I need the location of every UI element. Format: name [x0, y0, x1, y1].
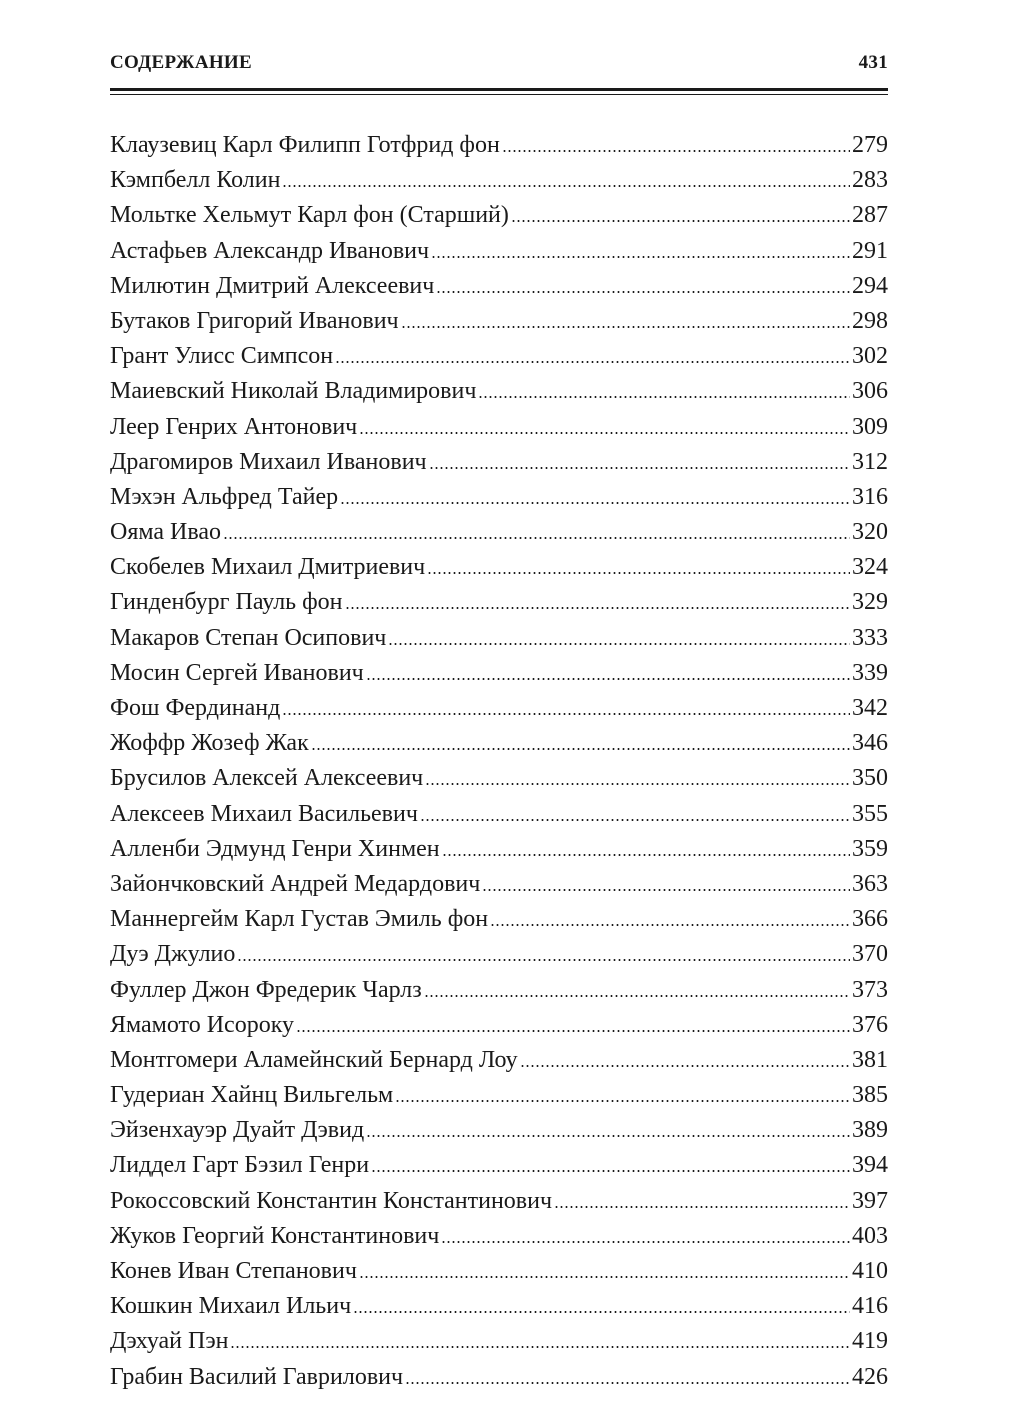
toc-leader-dots — [441, 1223, 850, 1243]
toc-entry-page: 316 — [852, 483, 888, 510]
toc-entry-name: Лиддел Гарт Бэзил Генри — [110, 1152, 370, 1179]
toc-leader-dots — [436, 273, 850, 293]
toc-leader-dots — [511, 202, 850, 222]
toc-leader-dots — [395, 1082, 850, 1102]
header-rule-thin — [110, 94, 888, 95]
toc-leader-dots — [490, 906, 850, 926]
toc-entry — [110, 1148, 888, 1183]
toc-entry-page: 370 — [852, 941, 888, 968]
toc-leader-dots — [425, 765, 850, 785]
toc-entry-name: Кэмпбелл Колин — [110, 167, 281, 194]
toc-entry — [110, 445, 888, 480]
toc-entry — [110, 656, 888, 691]
toc-entry — [110, 621, 888, 656]
toc-entry-name: Гудериан Хайнц Вильгельм — [110, 1082, 394, 1109]
toc-entry-page: 389 — [852, 1117, 888, 1144]
toc-entry-name: Маннергейм Карл Густав Эмиль фон — [110, 906, 489, 933]
toc-leader-dots — [345, 589, 850, 609]
table-of-contents — [110, 128, 888, 1395]
toc-entry — [110, 374, 888, 409]
toc-entry — [110, 937, 888, 972]
toc-entry-name: Гинденбург Пауль фон — [110, 589, 343, 616]
toc-entry — [110, 761, 888, 796]
toc-entry-name: Макаров Степан Осипович — [110, 624, 387, 651]
toc-entry — [110, 163, 888, 198]
toc-entry — [110, 1219, 888, 1254]
toc-entry-page: 339 — [852, 659, 888, 686]
toc-leader-dots — [223, 519, 850, 539]
toc-entry — [110, 1008, 888, 1043]
section-title: СОДЕРЖАНИЕ — [110, 52, 252, 73]
toc-entry-page: 385 — [852, 1082, 888, 1109]
toc-entry — [110, 304, 888, 339]
toc-entry-page: 381 — [852, 1046, 888, 1073]
page-number: 431 — [858, 52, 888, 73]
toc-leader-dots — [401, 308, 850, 328]
toc-entry-page: 376 — [852, 1011, 888, 1038]
toc-entry-name: Фуллер Джон Фредерик Чарлз — [110, 976, 422, 1003]
toc-entry-page: 291 — [852, 237, 888, 264]
toc-entry-name: Астафьев Александр Иванович — [110, 237, 430, 264]
toc-entry-name: Мосин Сергей Иванович — [110, 659, 364, 686]
toc-entry-page: 279 — [852, 132, 888, 158]
toc-entry-name: Алленби Эдмунд Генри Хинмен — [110, 835, 440, 862]
toc-entry-name: Ямамото Исороку — [110, 1011, 295, 1038]
toc-entry-name: Брусилов Алексей Алексеевич — [110, 765, 424, 792]
toc-entry-page: 306 — [852, 378, 888, 405]
toc-entry-name: Зайончковский Андрей Медардович — [110, 870, 481, 897]
toc-leader-dots — [230, 1328, 850, 1348]
toc-entry — [110, 550, 888, 585]
toc-entry-name: Грабин Василий Гаврилович — [110, 1363, 404, 1390]
toc-entry-page: 320 — [852, 519, 888, 546]
toc-entry — [110, 128, 888, 163]
toc-entry-name: Алексеев Михаил Васильевич — [110, 800, 418, 827]
toc-entry-name: Жуков Георгий Константинович — [110, 1222, 440, 1249]
toc-entry-name: Фош Фердинанд — [110, 695, 281, 721]
toc-entry-name: Конев Иван Степанович — [110, 1258, 357, 1284]
toc-entry-name: Дуэ Джулио — [110, 941, 236, 968]
toc-leader-dots — [282, 695, 850, 715]
toc-entry-name: Монтгомери Аламейнский Бернард Лоу — [110, 1046, 518, 1073]
toc-entry-name: Ояма Ивао — [110, 519, 222, 546]
toc-entry-name: Жоффр Жозеф Жак — [110, 730, 309, 757]
toc-entry — [110, 973, 888, 1008]
toc-entry — [110, 1113, 888, 1148]
toc-leader-dots — [429, 449, 850, 469]
toc-leader-dots — [442, 836, 850, 856]
toc-entry-page: 333 — [852, 624, 888, 651]
toc-entry-page: 342 — [852, 695, 888, 721]
toc-entry-page: 359 — [852, 835, 888, 862]
toc-entry-page: 294 — [852, 272, 888, 299]
toc-entry-page: 283 — [852, 167, 888, 194]
toc-entry — [110, 1043, 888, 1078]
toc-leader-dots — [340, 484, 850, 504]
toc-leader-dots — [478, 378, 850, 398]
toc-entry-name: Кошкин Михаил Ильич — [110, 1293, 352, 1320]
toc-entry-page: 309 — [852, 413, 888, 440]
toc-entry — [110, 1184, 888, 1219]
toc-entry-page: 397 — [852, 1187, 888, 1214]
toc-entry — [110, 410, 888, 445]
toc-entry-name: Клаузевиц Карл Филипп Готфрид фон — [110, 132, 500, 158]
header-rule-thick — [110, 88, 888, 91]
toc-entry-page: 355 — [852, 800, 888, 827]
toc-entry-name: Милютин Дмитрий Алексеевич — [110, 272, 435, 299]
toc-entry-page: 287 — [852, 202, 888, 229]
running-head — [110, 52, 888, 88]
toc-entry-page: 403 — [852, 1222, 888, 1249]
toc-leader-dots — [366, 660, 850, 680]
toc-leader-dots — [520, 1047, 850, 1067]
toc-leader-dots — [296, 1012, 850, 1032]
toc-entry-name: Бутаков Григорий Иванович — [110, 307, 399, 334]
toc-entry — [110, 339, 888, 374]
toc-entry-page: 312 — [852, 448, 888, 475]
toc-leader-dots — [405, 1364, 850, 1384]
toc-entry-page: 373 — [852, 976, 888, 1003]
toc-entry-name: Леер Генрих Антонович — [110, 413, 358, 440]
toc-entry — [110, 585, 888, 620]
toc-entry-page: 419 — [852, 1328, 888, 1355]
toc-entry-page: 416 — [852, 1293, 888, 1320]
toc-leader-dots — [554, 1188, 850, 1208]
toc-entry — [110, 832, 888, 867]
toc-entry — [110, 198, 888, 233]
toc-entry — [110, 480, 888, 515]
toc-entry-name: Скобелев Михаил Дмитриевич — [110, 554, 426, 581]
toc-entry-page: 324 — [852, 554, 888, 581]
toc-leader-dots — [366, 1117, 850, 1137]
toc-entry — [110, 1360, 888, 1395]
toc-entry — [110, 1254, 888, 1289]
toc-entry-name: Маиевский Николай Владимирович — [110, 378, 477, 405]
toc-leader-dots — [282, 167, 850, 187]
toc-leader-dots — [502, 132, 850, 152]
toc-leader-dots — [359, 1258, 850, 1278]
toc-entry-page: 394 — [852, 1152, 888, 1179]
toc-leader-dots — [353, 1293, 850, 1313]
toc-entry-page: 350 — [852, 765, 888, 792]
toc-leader-dots — [431, 238, 850, 258]
toc-leader-dots — [237, 941, 850, 961]
toc-entry-name: Дэхуай Пэн — [110, 1328, 229, 1355]
toc-entry-name: Драгомиров Михаил Иванович — [110, 448, 427, 475]
toc-entry — [110, 515, 888, 550]
toc-leader-dots — [359, 414, 850, 434]
toc-leader-dots — [371, 1152, 850, 1172]
toc-entry — [110, 691, 888, 726]
toc-entry — [110, 726, 888, 761]
toc-entry-name: Эйзенхауэр Дуайт Дэвид — [110, 1117, 365, 1144]
toc-leader-dots — [388, 625, 850, 645]
toc-leader-dots — [427, 554, 850, 574]
toc-entry-page: 302 — [852, 343, 888, 370]
toc-entry — [110, 1078, 888, 1113]
toc-entry — [110, 797, 888, 832]
toc-entry-page: 410 — [852, 1258, 888, 1284]
toc-leader-dots — [482, 871, 850, 891]
toc-entry — [110, 234, 888, 269]
toc-entry-page: 366 — [852, 906, 888, 933]
toc-leader-dots — [335, 343, 850, 363]
toc-entry-name: Грант Улисс Симпсон — [110, 343, 334, 370]
toc-leader-dots — [420, 801, 850, 821]
toc-entry-page: 346 — [852, 730, 888, 757]
toc-entry — [110, 1324, 888, 1359]
toc-entry-page: 426 — [852, 1363, 888, 1390]
toc-leader-dots — [311, 730, 850, 750]
toc-entry-page: 298 — [852, 307, 888, 334]
toc-entry-name: Мольтке Хельмут Карл фон (Старший) — [110, 202, 509, 229]
toc-entry-page: 329 — [852, 589, 888, 616]
toc-entry-page: 363 — [852, 870, 888, 897]
toc-entry — [110, 902, 888, 937]
toc-leader-dots — [424, 977, 850, 997]
toc-entry-name: Мэхэн Альфред Тайер — [110, 483, 339, 510]
book-page — [110, 52, 888, 1390]
toc-entry — [110, 867, 888, 902]
toc-entry-name: Рокоссовский Константин Константинович — [110, 1187, 553, 1214]
toc-entry — [110, 269, 888, 304]
toc-entry — [110, 1289, 888, 1324]
